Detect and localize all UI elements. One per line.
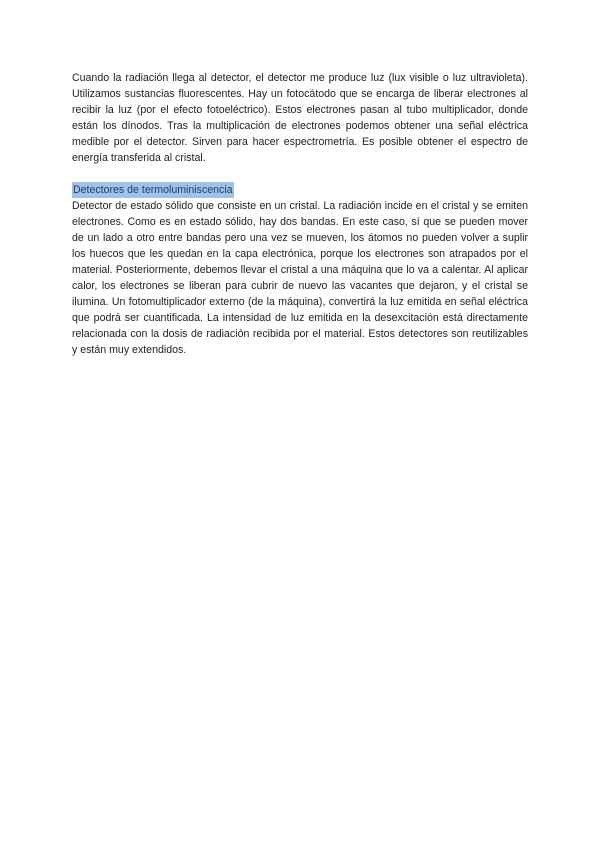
paragraph-spacer	[72, 166, 528, 182]
document-body	[72, 70, 528, 358]
section-heading-thermoluminescence[interactable]: Detectores de termoluminiscencia	[73, 184, 233, 196]
paragraph-scintillation: Cuando la radiación llega al detector, el detector me produce luz (lux visible o luz ultravioleta). Utilizamos sustancias fluorescentes. Hay un fotocátodo que se encarga de liberar electrones al recibir la luz (por el efecto fotoeléctrico). Estos electrones pasan al tubo multiplicador, donde están los dínodos. Tras la multiplicación de electrones podemos obtener una señal eléctrica medible por el detector. Sirven para hacer espectrometría. Es posible obtener el espectro de energía transferida al cristal.	[72, 72, 528, 164]
paragraph-thermoluminescence: Detector de estado sólido que consiste en un cristal. La radiación incide en el cristal y se emiten electrones. Como es en estado sólido, hay dos bandas. En este caso, sí que se pueden mover de un lado a otro entre bandas pero una vez se mueven, los átomos no pueden volver a suplir los huecos que les quedan en la capa electrónica, porque los electrones son atrapados por el material. Posteriormente, debemos llevar el cristal a una máquina que lo va a calentar. Al aplicar calor, los electrones se liberan para cubrir de nuevo las vacantes que dejaron, y el cristal se ilumina. Un fotomultiplicador externo (de la máquina), convertirá la luz emitida en señal eléctrica que podrá ser cuantificada. La intensidad de luz emitida en la desexcitación está directamente relacionada con la dosis de radiación recibida por el material. Estos detectores son reutilizables y están muy extendidos.	[72, 200, 528, 356]
